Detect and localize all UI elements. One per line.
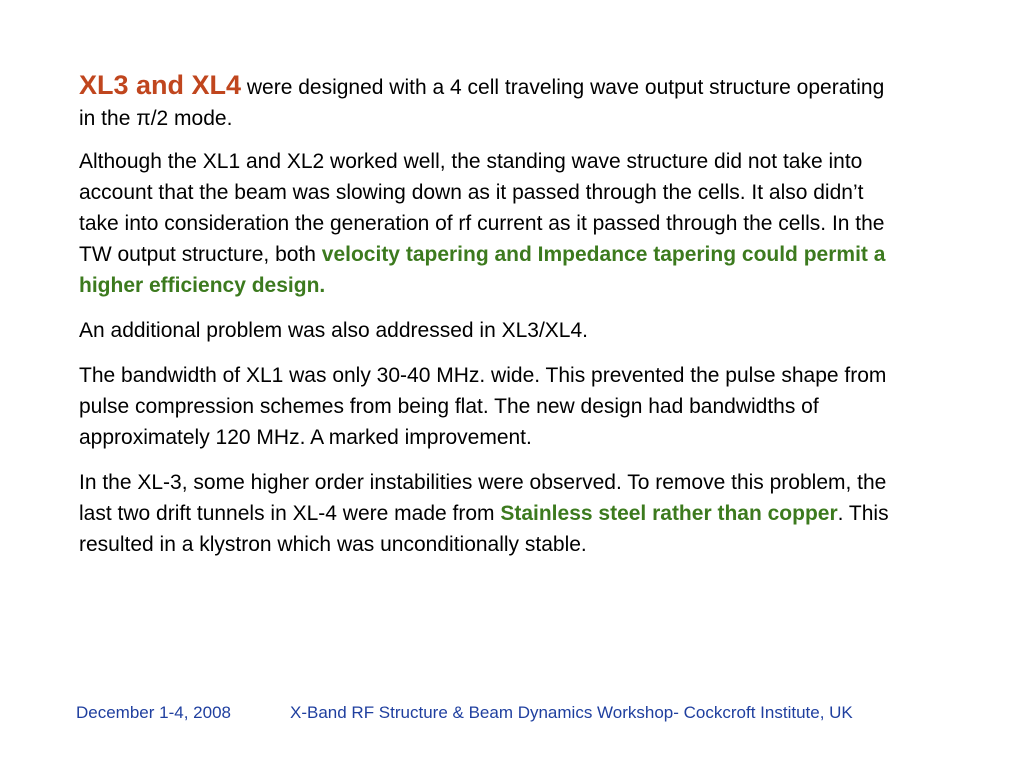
paragraph-text: An additional problem was also addressed in XL3/XL4. <box>79 319 588 342</box>
paragraph-xl3-xl4-design <box>79 70 889 134</box>
paragraph-instabilities <box>79 467 889 560</box>
footer-event-title: X-Band RF Structure & Beam Dynamics Workshop- Cockcroft Institute, UK <box>290 703 853 722</box>
paragraph-additional-problem <box>79 315 889 346</box>
slide-title-highlight: XL3 and XL4 <box>79 70 242 100</box>
slide-body <box>79 70 889 574</box>
footer-date: December 1-4, 2008 <box>76 703 231 722</box>
paragraph-xl1-xl2-limitations <box>79 146 889 301</box>
stainless-steel-highlight: Stainless steel rather than copper <box>500 502 838 525</box>
paragraph-text: In the XL-3, some higher order instabilities were observed. To remove this problem, the last two drift tunnels in XL-4 were made from <box>79 471 887 525</box>
paragraph-text: Although the XL1 and XL2 worked well, the standing wave structure did not take into account that the beam was slowing down as it passed through the cells. It also didn’t take into consideration the generation of rf current as it passed through the cells. In the TW output structure, both <box>79 150 885 266</box>
paragraph-text: The bandwidth of XL1 was only 30-40 MHz. wide. This prevented the pulse shape from pulse compression schemes from being flat. The new design had bandwidths of approximately 120 MHz. A marked improvement. <box>79 364 887 449</box>
tapering-highlight: velocity tapering and Impedance tapering could permit a higher efficiency design. <box>79 243 886 297</box>
paragraph-bandwidth <box>79 360 889 453</box>
paragraph-text: . This resulted in a klystron which was unconditionally stable. <box>79 502 889 556</box>
paragraph-text: were designed with a 4 cell traveling wave output structure operating in the π/2 mode. <box>79 76 885 130</box>
